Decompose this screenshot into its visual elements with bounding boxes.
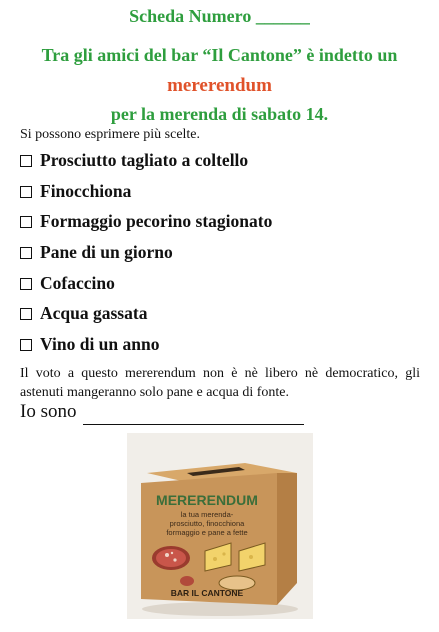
box-text-line: la tua merenda-	[180, 510, 234, 519]
box-text-line: prosciutto, finocchiona	[169, 519, 245, 528]
box-text-line: formaggio e pane a fette	[166, 528, 248, 537]
checkbox[interactable]	[20, 339, 32, 351]
option-label: Formaggio pecorino stagionato	[40, 211, 273, 231]
option-label: Pane di un giorno	[40, 242, 173, 262]
option-formaggio[interactable]	[20, 211, 272, 232]
checkbox[interactable]	[20, 247, 32, 259]
signature-line[interactable]	[83, 424, 304, 425]
box-title: MERERENDUM	[156, 492, 258, 508]
box-footer: BAR IL CANTONE	[170, 588, 244, 598]
option-pane[interactable]	[20, 242, 173, 263]
option-label: Finocchiona	[40, 181, 132, 201]
checkbox[interactable]	[20, 278, 32, 290]
option-label: Prosciutto tagliato a coltello	[40, 150, 249, 170]
option-label: Cofaccino	[40, 273, 115, 293]
ballot-number-title: Scheda Numero ______	[129, 6, 310, 26]
mererendum-title: mererendum	[167, 75, 272, 96]
option-prosciutto[interactable]	[20, 150, 248, 171]
option-label: Vino di un anno	[40, 334, 160, 354]
signature-label: Io sono	[20, 401, 77, 422]
checkbox[interactable]	[20, 186, 32, 198]
option-cofaccino[interactable]	[20, 273, 115, 294]
voting-note: Il voto a questo mererendum non è nè libero nè democratico, gli astenuti mangeranno solo pane e acqua di fonte.	[20, 366, 420, 400]
instructions-text: Si possono esprimere più scelte.	[20, 127, 201, 142]
checkbox[interactable]	[20, 155, 32, 167]
ballot-box-image	[127, 433, 313, 619]
option-vino[interactable]	[20, 334, 159, 355]
option-label: Acqua gassata	[40, 303, 148, 323]
ballot-subheading: per la merenda di sabato 14.	[110, 104, 329, 124]
option-acqua-gassata[interactable]	[20, 303, 147, 324]
checkbox[interactable]	[20, 216, 32, 228]
ballot-heading: Tra gli amici del bar “Il Cantone” è indetto un	[41, 45, 398, 65]
option-finocchiona[interactable]	[20, 181, 131, 202]
checkbox[interactable]	[20, 308, 32, 320]
